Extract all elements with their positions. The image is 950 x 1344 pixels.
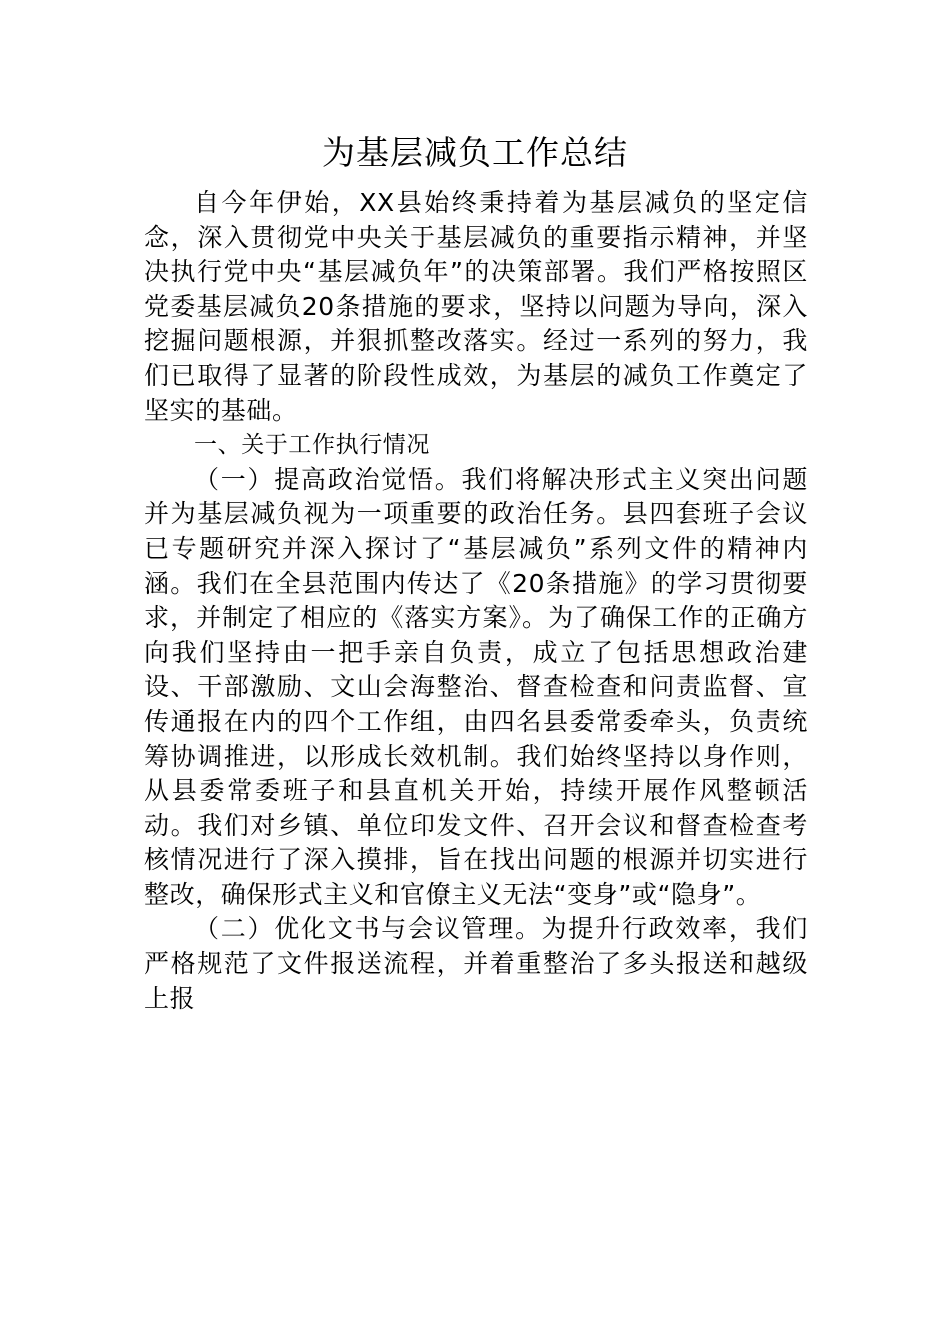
intro-paragraph: 自今年伊始，XX县始终秉持着为基层减负的坚定信念，深入贯彻党中央关于基层减负的重要指示精神，并坚决执行党中央“基层减负年”的决策部署。我们严格按照区党委基层减负20条措施的要求，坚持以问题为导向，深入挖掘问题根源，并狠抓整改落实。经过一系列的努力，我们已取得了显著的阶段性成效，为基层的减负工作奠定了坚实的基础。 <box>144 188 808 425</box>
subsection-2-paragraph: （二）优化文书与会议管理。为提升行政效率，我们严格规范了文件报送流程，并着重整治了多头报送和越级上报 <box>144 914 808 1013</box>
document-title: 为基层减负工作总结 <box>322 133 628 172</box>
document-body <box>144 186 808 1016</box>
subsection-1-paragraph: （一）提高政治觉悟。我们将解决形式主义突出问题并为基层减负视为一项重要的政治任务。县四套班子会议已专题研究并深入探讨了“基层减负”系列文件的精神内涵。我们在全县范围内传达了《20条措施》的学习贯彻要求，并制定了相应的《落实方案》。为了确保工作的正确方向我们坚持由一把手亲自负责，成立了包括思想政治建设、干部激励、文山会海整治、督查检查和问责监督、宣传通报在内的四个工作组，由四名县委常委牵头，负责统筹协调推进，以形成长效机制。我们始终坚持以身作则，从县委常委班子和县直机关开始，持续开展作风整顿活动。我们对乡镇、单位印发文件、召开会议和督查检查考核情况进行了深入摸排，旨在找出问题的根源并切实进行整改，确保形式主义和官僚主义无法“变身”或“隐身”。 <box>144 464 808 909</box>
section-heading: 一、关于工作执行情况 <box>194 432 430 459</box>
